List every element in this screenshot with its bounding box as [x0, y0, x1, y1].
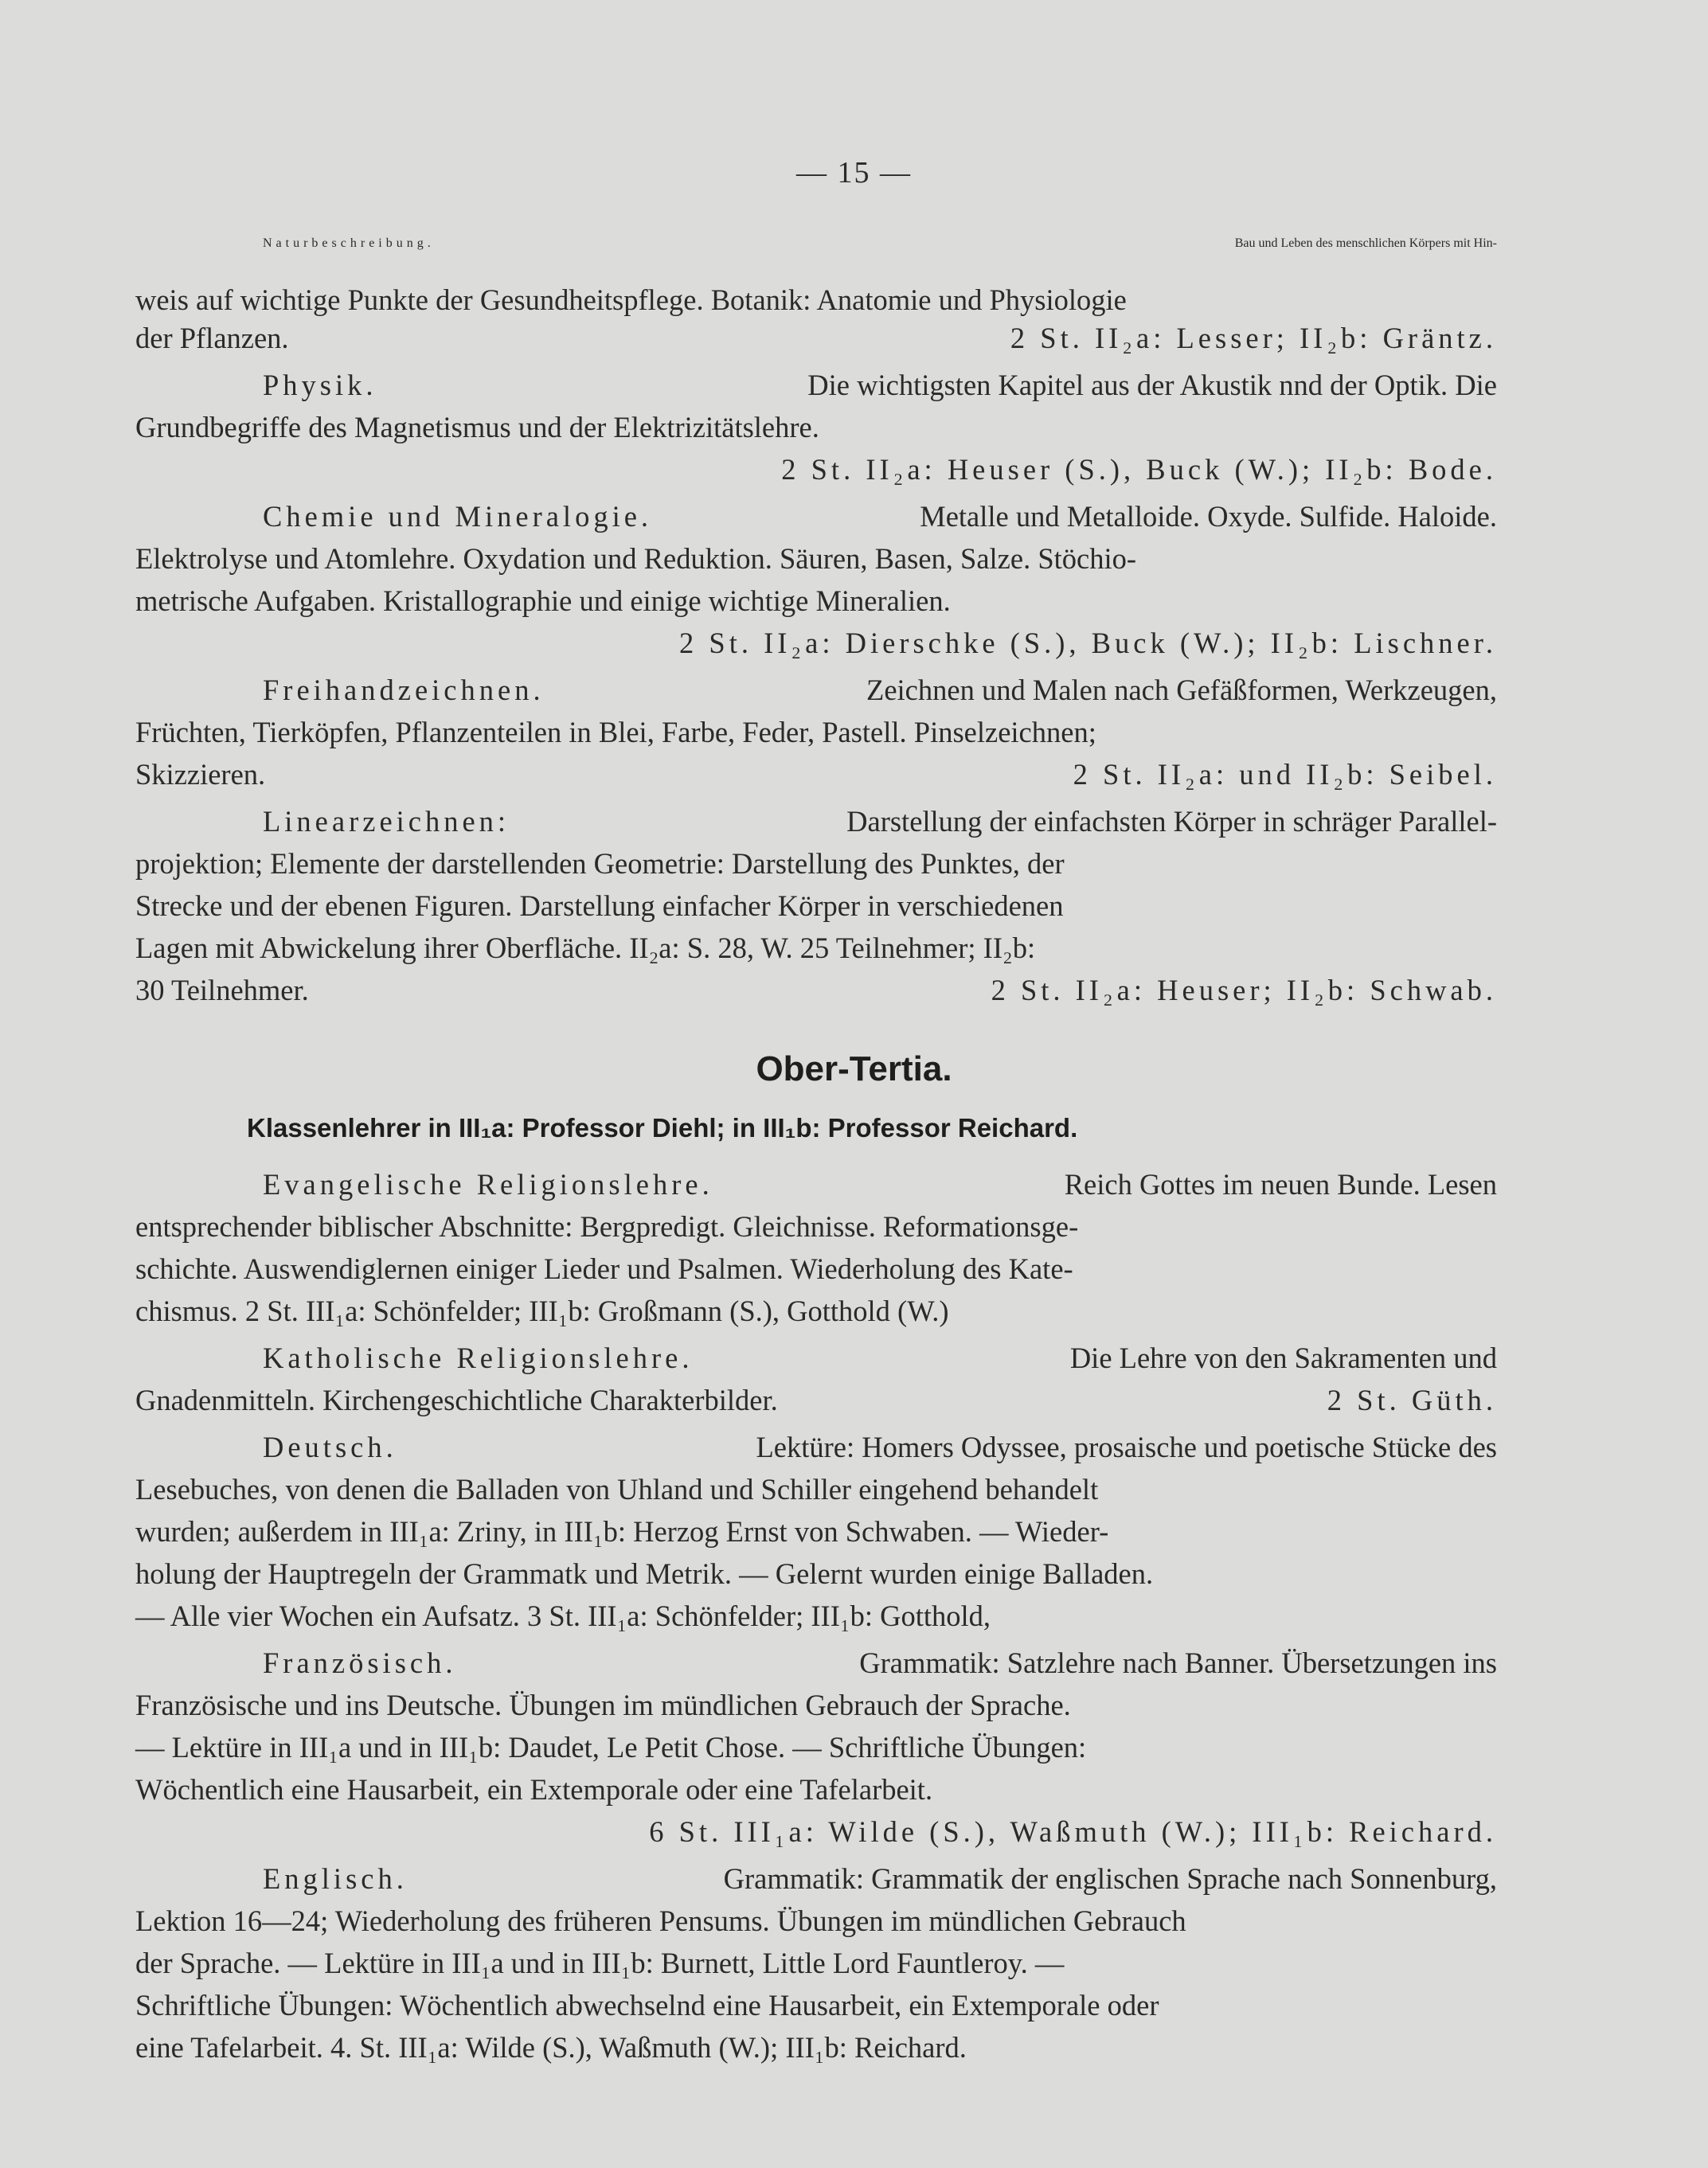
text-line-2 — [135, 279, 1497, 321]
section-title: Deutsch. — [263, 1431, 397, 1463]
text-line: metrische Aufgaben. Kristallographie und einige wichtige Mineralien. — [135, 584, 951, 617]
text-line: weis auf wichtige Punkte der Gesundheitspflege. Botanik: Anatomie und Physiologie — [135, 283, 1127, 316]
text-line-physik-2 — [135, 410, 1497, 444]
text-line — [135, 804, 1497, 838]
section-chemie — [135, 499, 1497, 533]
text-line — [135, 757, 1497, 791]
section-title: Chemie und Mineralogie. — [263, 500, 653, 533]
text-line: — Lektüre in III₁a und in III₁b: Daudet, Le Petit Chose. — Schriftliche Übungen: — [135, 1731, 1087, 1764]
text-fragment: Reich Gottes im neuen Bunde. Lesen — [1064, 1168, 1497, 1201]
text-line — [135, 499, 1497, 533]
section-physik — [135, 368, 1497, 402]
text-line: Strecke und der ebenen Figuren. Darstellung einfacher Körper in verschiedenen — [135, 889, 1064, 922]
text-fragment: Lektüre: Homers Odyssee, prosaische und poetische Stücke des — [756, 1431, 1497, 1463]
section-title: Französisch. — [263, 1647, 457, 1679]
section-linear — [135, 804, 1497, 838]
section-franz — [135, 1646, 1497, 1680]
text-line-linear-4 — [135, 931, 1497, 965]
teacher-assignment: 6 St. III₁a: Wilde (S.), Waßmuth (W.); III₁b: Reichard. — [649, 1815, 1497, 1848]
text-line: Grundbegriffe des Magnetismus und der Elektrizitätslehre. — [135, 411, 819, 443]
text-line: chismus. 2 St. III₁a: Schönfelder; III₁b: Großmann (S.), Gotthold (W.) — [135, 1295, 949, 1327]
text-line-freihand-3 — [135, 757, 1497, 791]
section-deutsch — [135, 1430, 1497, 1464]
text-fragment: Bau und Leben des menschlichen Körpers mit Hin- — [1234, 236, 1497, 250]
teacher-assignment: 2 St. II₂a: Lesser; II₂b: Gräntz. — [1010, 322, 1497, 354]
text-line: Schriftliche Übungen: Wöchentlich abwechselnd eine Hausarbeit, ein Extemporale oder — [135, 1989, 1159, 2022]
section-title: Katholische Religionslehre. — [263, 1342, 694, 1374]
text-line-chemie-3 — [135, 584, 1497, 618]
teacher-assignment: 2 St. II₂a: Heuser (S.), Buck (W.); II₂b: Bode. — [781, 453, 1497, 486]
text-line-de-2 — [135, 1472, 1497, 1506]
text-line — [135, 973, 1497, 1007]
text-line: wurden; außerdem in III₁a: Zriny, in III₁b: Herzog Ernst von Schwaben. — Wieder- — [135, 1515, 1109, 1548]
section-title: Naturbeschreibung. — [263, 236, 435, 250]
text-line-en-5 — [135, 2030, 1497, 2064]
text-line: holung der Hauptregeln der Grammatk und Metrik. — Gelernt wurden einige Balladen. — [135, 1557, 1154, 1590]
text-line-ev-4 — [135, 1294, 1497, 1328]
teacher-assignment: 2 St. II₂a: Heuser; II₂b: Schwab. — [991, 974, 1497, 1006]
text-line: entsprechender biblischer Abschnitte: Bergpredigt. Gleichnisse. Reformationsge- — [135, 1210, 1079, 1243]
text-line-ev-2 — [135, 1209, 1497, 1244]
text-line-linear-2 — [135, 846, 1497, 881]
text-line: eine Tafelarbeit. 4. St. III₁a: Wilde (S.), Waßmuth (W.); III₁b: Reichard. — [135, 2031, 967, 2064]
section-freihand — [135, 673, 1497, 707]
text-line-en-4 — [135, 1988, 1497, 2022]
text-line: schichte. Auswendiglernen einiger Lieder und Psalmen. Wiederholung des Kate- — [135, 1252, 1073, 1285]
text-line — [135, 1861, 1497, 1896]
text-fragment: Zeichnen und Malen nach Gefäßformen, Werkzeugen, — [866, 674, 1497, 706]
text-line: Früchten, Tierköpfen, Pflanzenteilen in Blei, Farbe, Feder, Pastell. Pinselzeichnen; — [135, 716, 1096, 748]
section-title: Englisch. — [263, 1862, 408, 1895]
section-katholisch — [135, 1341, 1497, 1375]
text-line-de-3 — [135, 1514, 1497, 1549]
text-line-de-4 — [135, 1557, 1497, 1591]
text-line-en-3 — [135, 1946, 1497, 1980]
text-line-fr-4 — [135, 1772, 1497, 1807]
text-line — [135, 1430, 1497, 1464]
section-title: Freihandzeichnen. — [263, 674, 545, 706]
section-title: Physik. — [263, 369, 377, 401]
text-line: Französische und ins Deutsche. Übungen im mündlichen Gebrauch der Sprache. — [135, 1689, 1071, 1721]
text-fragment: Grammatik: Satzlehre nach Banner. Übersetzungen ins — [859, 1647, 1497, 1679]
text-line: Lesebuches, von denen die Balladen von Uhland und Schiller eingehend behandelt — [135, 1473, 1099, 1506]
teacher-assignment: 2 St. II₂a: Dierschke (S.), Buck (W.); II₂b: Lischner. — [679, 627, 1497, 659]
text-line-de-5 — [135, 1599, 1497, 1633]
text-line-freihand-2 — [135, 715, 1497, 749]
section-naturbeschreibung — [135, 236, 1497, 251]
text-fragment: Die Lehre von den Sakramenten und — [1069, 1342, 1497, 1374]
text-line-chemie-2 — [135, 541, 1497, 576]
text-line: — Alle vier Wochen ein Aufsatz. 3 St. III₁a: Schönfelder; III₁b: Gotthold, — [135, 1600, 991, 1632]
text-fragment: 30 Teilnehmer. — [135, 974, 309, 1006]
text-line — [135, 673, 1497, 707]
text-fragment: Darstellung der einfachsten Körper in schräger Parallel- — [846, 805, 1497, 838]
text-line-fr-3 — [135, 1730, 1497, 1764]
text-fragment: Gnadenmitteln. Kirchengeschichtliche Charakterbilder. — [135, 1384, 778, 1416]
text-line — [135, 321, 1497, 355]
class-teacher-line: Klassenlehrer in III₁a: Professor Diehl; in III₁b: Professor Reichard. — [247, 1113, 1078, 1143]
text-fragment: Die wichtigsten Kapitel aus der Akustik nnd der Optik. Die — [807, 369, 1497, 401]
text-line: Lagen mit Abwickelung ihrer Oberfläche. II₂a: S. 28, W. 25 Teilnehmer; II₂b: — [135, 932, 1036, 964]
text-line-linear-5 — [135, 973, 1497, 1007]
page-number: — 15 — — [796, 156, 912, 189]
text-line-fr-2 — [135, 1688, 1497, 1722]
text-line-kath-2 — [135, 1383, 1497, 1417]
text-line — [135, 1383, 1497, 1417]
text-line — [135, 368, 1497, 402]
text-line — [135, 1646, 1497, 1680]
section-heading: Ober-Tertia. — [756, 1049, 952, 1088]
text-line: projektion; Elemente der darstellenden Geometrie: Darstellung des Punktes, der — [135, 847, 1065, 880]
text-line-chemie-4 — [135, 626, 1497, 660]
text-line — [135, 1167, 1497, 1201]
text-fragment: Skizzieren. — [135, 758, 266, 791]
text-line-en-2 — [135, 1904, 1497, 1938]
text-line: Elektrolyse und Atomlehre. Oxydation und Reduktion. Säuren, Basen, Salze. Stöchio- — [135, 542, 1137, 575]
text-line-ev-3 — [135, 1252, 1497, 1286]
text-line — [135, 1341, 1497, 1375]
section-title: Evangelische Religionslehre. — [263, 1168, 713, 1201]
teacher-assignment: 2 St. Güth. — [1327, 1384, 1497, 1416]
text-fragment: Metalle und Metalloide. Oxyde. Sulfide. Haloide. — [920, 500, 1497, 533]
text-line: Lektion 16—24; Wiederholung des früheren Pensums. Übungen im mündlichen Gebrauch — [135, 1904, 1186, 1937]
section-englisch — [135, 1861, 1497, 1896]
section-title: Linearzeichnen: — [263, 805, 510, 838]
text-line-fr-5 — [135, 1814, 1497, 1849]
text-line — [135, 236, 1497, 251]
text-line: Wöchentlich eine Hausarbeit, ein Extemporale oder eine Tafelarbeit. — [135, 1773, 933, 1806]
section-evangelisch — [135, 1167, 1497, 1201]
text-line: der Sprache. — Lektüre in III₁a und in III₁b: Burnett, Little Lord Fauntleroy. — — [135, 1947, 1065, 1979]
text-line-physik-3 — [135, 452, 1497, 486]
teacher-assignment: 2 St. II₂a: und II₂b: Seibel. — [1073, 758, 1497, 791]
text-fragment: der Pflanzen. — [135, 322, 289, 354]
text-fragment: Grammatik: Grammatik der englischen Sprache nach Sonnenburg, — [723, 1862, 1497, 1895]
text-line-3 — [135, 321, 1497, 355]
text-line-linear-3 — [135, 889, 1497, 923]
